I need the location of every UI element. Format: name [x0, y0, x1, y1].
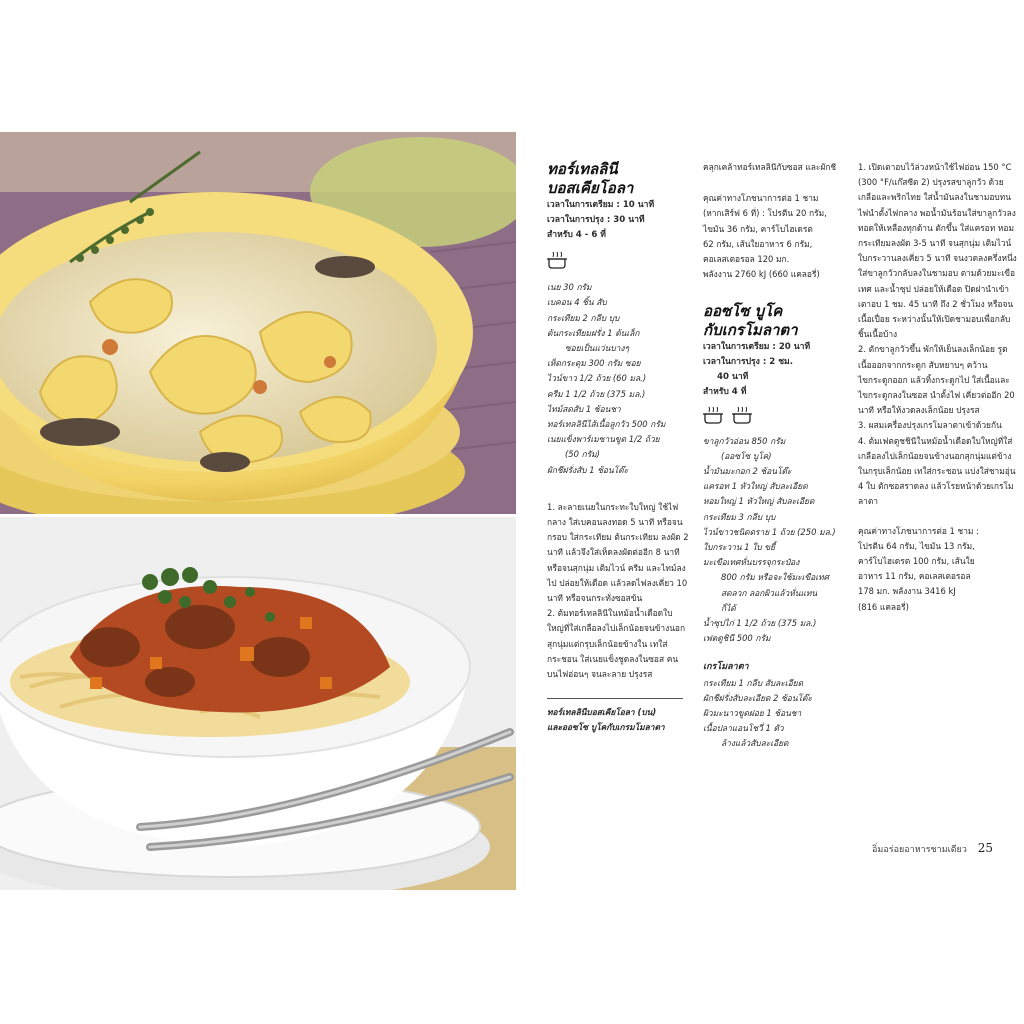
- nutrition-line: (816 แคลอรี่): [858, 601, 909, 612]
- ingredient-item: กระเทียม 1 กลีบ สับละเอียด: [703, 677, 804, 688]
- ingredient-item: ครีม 1 1/2 ถ้วย (375 มล.): [547, 388, 646, 399]
- tortellini-photo: [0, 132, 516, 514]
- recipe2-title-line2: กับเกรโมลาตา: [703, 321, 798, 340]
- ingredient-item: ล้างแล้วสับละเอียด: [721, 738, 789, 749]
- nutrition-line: (หากเสิร์ฟ 6 ที่) : โปรตีน 20 กรัม,: [703, 208, 827, 219]
- ingredient-item: เบคอน 4 ชิ้น สับ: [547, 297, 607, 308]
- recipe2-ingredients: [703, 434, 843, 647]
- ingredient-item: น้ำมันมะกอก 2 ช้อนโต๊ะ: [703, 466, 792, 477]
- recipe2-nutrition: [858, 524, 1018, 615]
- recipe2-difficulty: [703, 406, 843, 429]
- pot-icon: [547, 251, 567, 269]
- nutrition-line: 178 มก. พลังงาน 3416 kJ: [858, 586, 956, 597]
- recipe1-difficulty: [547, 251, 689, 274]
- ingredient-item: เนย 30 กรัม: [547, 282, 592, 293]
- nutrition-line: คาร์โบไฮเดรต 100 กรัม, เส้นใย: [858, 556, 975, 567]
- recipe1-title-line2: บอสเคียโอลา: [547, 179, 634, 197]
- ingredient-item: สดลวก ลอกผิวแล้วหั่นแทน: [721, 587, 818, 598]
- nutrition-line: ไขมัน 36 กรัม, คาร์โบไฮเดรต: [703, 223, 813, 234]
- ingredient-item: ผักชีฝรั่งสับละเอียด 2 ช้อนโต๊ะ: [703, 692, 812, 703]
- caption-line2: และออซโซ บูโคกับเกรมโมลาตา: [547, 722, 665, 733]
- ingredient-item: 800 กรัม หรือจะใช้มะเขือเทศ: [721, 572, 829, 583]
- nutrition-line: โปรตีน 64 กรัม, ไขมัน 13 กรัม,: [858, 540, 975, 551]
- ingredient-item: ขาลูกวัวอ่อน 850 กรัม: [703, 435, 786, 446]
- nutrition-line: คุณค่าทางโภชนาการต่อ 1 ชาม :: [858, 525, 979, 536]
- page-number: 25: [977, 841, 994, 855]
- ingredient-item: เนยแข็งพาร์เมซานขูด 1/2 ถ้วย: [547, 434, 660, 445]
- ingredient-item: แครอท 1 หัวใหญ่ สับละเอียด: [703, 481, 808, 492]
- recipe2-cook-time: เวลาในการปรุง : 2 ชม.: [703, 357, 793, 368]
- gremolata-title: เกรโมลาตา: [703, 662, 749, 673]
- ingredient-item: ใบกระวาน 1 ใบ ขยี้: [703, 542, 775, 553]
- ingredient-item: ก็ได้: [721, 602, 736, 613]
- recipe1-serves: สำหรับ 4 - 6 ที่: [547, 230, 606, 240]
- recipe1-prep-time: เวลาในการเตรียม : 10 นาที: [547, 200, 655, 210]
- photo-caption: [547, 698, 689, 735]
- ingredient-item: (50 กรัม): [565, 449, 600, 460]
- book-title: อิ่มอร่อยอาหารชามเดียว: [872, 845, 967, 855]
- recipe2-method-column: [858, 160, 1018, 615]
- ingredient-item: เฟตตูชินี 500 กรัม: [703, 633, 771, 644]
- ingredient-item: ไทม์สดสับ 1 ช้อนชา: [547, 403, 621, 414]
- ingredient-item: กระเทียม 3 กลีบ บุบ: [703, 511, 776, 522]
- recipe1-continuation: คลุกเคล้าทอร์เทลลินีกับซอส และผักชี: [703, 162, 837, 172]
- method-step: 1. ละลายเนยในกระทะใบใหญ่ ใช้ไฟกลาง ใส่เบคอนลงทอด 5 นาที หรือจนกรอบ ใส่กระเทียม ต้นกระเทียม ลงผัด 2 นาที แล้วจึงใส่เห็ดลงผัดต่ออีก 8 นาที หรือจนสุกนุ่ม เติมไวน์ ครีม และไทม์ลงไป ปล่อยให้เดือด แล้วลดไฟลงเคี่ยว 10 นาที หรือจนกระทั่งซอสข้น: [547, 501, 689, 604]
- ingredient-item: มะเขือเทศหั่นบรรจุกระป๋อง: [703, 557, 800, 568]
- recipe2-serves: สำหรับ 4 ที่: [703, 387, 747, 398]
- recipe1-steps: [547, 500, 689, 682]
- ingredient-item: ไวน์ขาว 1/2 ถ้วย (60 มล.): [547, 373, 647, 384]
- recipe1-cook-time: เวลาในการปรุง : 30 นาที: [547, 215, 645, 225]
- pot-icon: [703, 406, 723, 424]
- method-step: 2. ตักขาลูกวัวขึ้น พักให้เย็นลงเล็กน้อย รูดเนื้อออกจากกระดูก สับหยาบๆ คว้านไขกระดูกออก แล้วทิ้งกระดูกไป ใส่เนื้อและไขกระดูกลงในซอส นำตั้งไฟ เคี่ยวต่ออีก 20 นาที หรือให้งวดลงเล็กน้อย ปรุงรส: [858, 344, 1015, 416]
- ingredient-item: กระเทียม 2 กลีบ บุบ: [547, 312, 620, 323]
- recipe2-column: [703, 160, 843, 752]
- ingredient-item: (ออซโซ บูโค): [721, 450, 772, 461]
- book-spread: [0, 132, 1024, 890]
- ingredient-item: เนื้อปลาแอนโชวี่ 1 ตัว: [703, 723, 784, 734]
- osso-buco-illustration: [0, 517, 516, 890]
- recipe2-prep-time: เวลาในการเตรียม : 20 นาที: [703, 342, 811, 353]
- ingredient-item: ต้นกระเทียมฝรั่ง 1 ต้นเล็ก: [547, 327, 640, 338]
- ingredient-item: น้ำซุปไก่ 1 1/2 ถ้วย (375 มล.): [703, 618, 817, 629]
- method-step: 2. ต้มทอร์เทลลินีในหม้อน้ำเดือดใบใหญ่ที่ใส่เกลือลงไปเล็กน้อยจนข้างนอกสุกนุ่มแต่กรุบเล็กน้อยข้างใน เทใส่กระชอน ใส่เนยแข็งชูดลงในซอส คนบนไฟอ่อนๆ จนละลาย ปรุงรส: [547, 608, 686, 680]
- gremolata-ingredients: [703, 676, 843, 752]
- recipe1-column: [547, 160, 689, 735]
- recipe1-ingredients: [547, 280, 689, 478]
- recipe2-cook-time-cont: 40 นาที: [717, 372, 749, 383]
- method-step: 4. ต้มเฟตตูชชินีในหม้อน้ำเดือดใบใหญ่ที่ใส่เกลือลงไปเล็กน้อยจนข้างนอกสุกนุ่มแต่ข้างในกรุบเล็กน้อย เทใส่กระชอน แบ่งใส่ชามอุ่น 4 ใบ ตักซอสราดลง แล้วโรยหน้าด้วยเกรโมลาตา: [858, 435, 1016, 507]
- ingredient-item: ผักชีฝรั่งสับ 1 ช้อนโต๊ะ: [547, 464, 629, 475]
- pot-icon: [732, 406, 752, 424]
- caption-line1: ทอร์เทลลินีบอสเคียโอลา (บน): [547, 707, 657, 718]
- tortellini-illustration: [0, 132, 516, 514]
- nutrition-line: คอเลสเตอรอล 120 มก.: [703, 254, 790, 265]
- recipe2-header: [703, 302, 843, 400]
- page-footer: [872, 841, 993, 856]
- nutrition-line: พลังงาน 2760 kJ (660 แคลอรี่): [703, 269, 820, 280]
- ingredient-item: ซอยเป็นแว่นบางๆ: [565, 343, 629, 354]
- caption-rule: [547, 698, 683, 699]
- method-step: 3. ผสมเครื่องปรุงเกรโมลาตาเข้าด้วยกัน: [858, 420, 1002, 431]
- ingredient-item: ผิวมะนาวขูดฝอย 1 ช้อนชา: [703, 708, 802, 719]
- ingredient-item: หอมใหญ่ 1 หัวใหญ่ สับละเอียด: [703, 496, 815, 507]
- ingredient-item: เห็ดกระดุม 300 กรัม ซอย: [547, 358, 641, 369]
- osso-buco-photo: [0, 517, 516, 890]
- nutrition-line: คุณค่าทางโภชนาการต่อ 1 ชาม: [703, 193, 819, 204]
- recipe2-title-line1: ออซโซ บูโค: [703, 302, 783, 321]
- ingredient-item: ไวน์ขาวชนิดดราย 1 ถ้วย (250 มล.): [703, 526, 836, 537]
- recipe1-nutrition: [703, 191, 843, 282]
- recipe1-title-line1: ทอร์เทลลินี: [547, 160, 618, 178]
- method-step: 1. เปิดเตาอบไว้ล่วงหน้าใช้ไฟอ่อน 150 °C (300 °F/แก๊สซีต 2) ปรุงรสขาลูกวัว ด้วยเกลือและพริกไทย ใส่น้ำมันลงในชามอบทนไฟนำตั้งไฟกลาง พอน้ำมันร้อนใส่ขาลูกวัวลงทอดให้เหลืองทุกด้าน ตักขึ้น ใส่แครอท หอม กระเทียมลงผัด 3-5 นาที จนสุกนุ่ม เติมไวน์ ใบกระวานลงเคี่ยว 5 นาที จนงวดลงครึ่งหนึ่ง ใส่ขาลูกวัวกลับลงในชามอบ ตามด้วยมะเขือเทศ และน้ำซุป ปล่อยให้เดือด ปิดฝานำเข้าเตาอบ 1 ชม. 45 นาที ถึง 2 ชั่วโมง หรือจนเนื้อเปื่อย ระหว่างนั้นให้เปิดชามอบเพื่อกลับชิ้นเนื้อบ้าง: [858, 162, 1017, 340]
- ingredient-item: ทอร์เทลลินีไส้เนื้อลูกวัว 500 กรัม: [547, 419, 666, 430]
- nutrition-line: 62 กรัม, เส้นใยอาหาร 6 กรัม,: [703, 238, 813, 249]
- nutrition-line: อาหาร 11 กรัม, คอเลสเตอรอล: [858, 571, 971, 582]
